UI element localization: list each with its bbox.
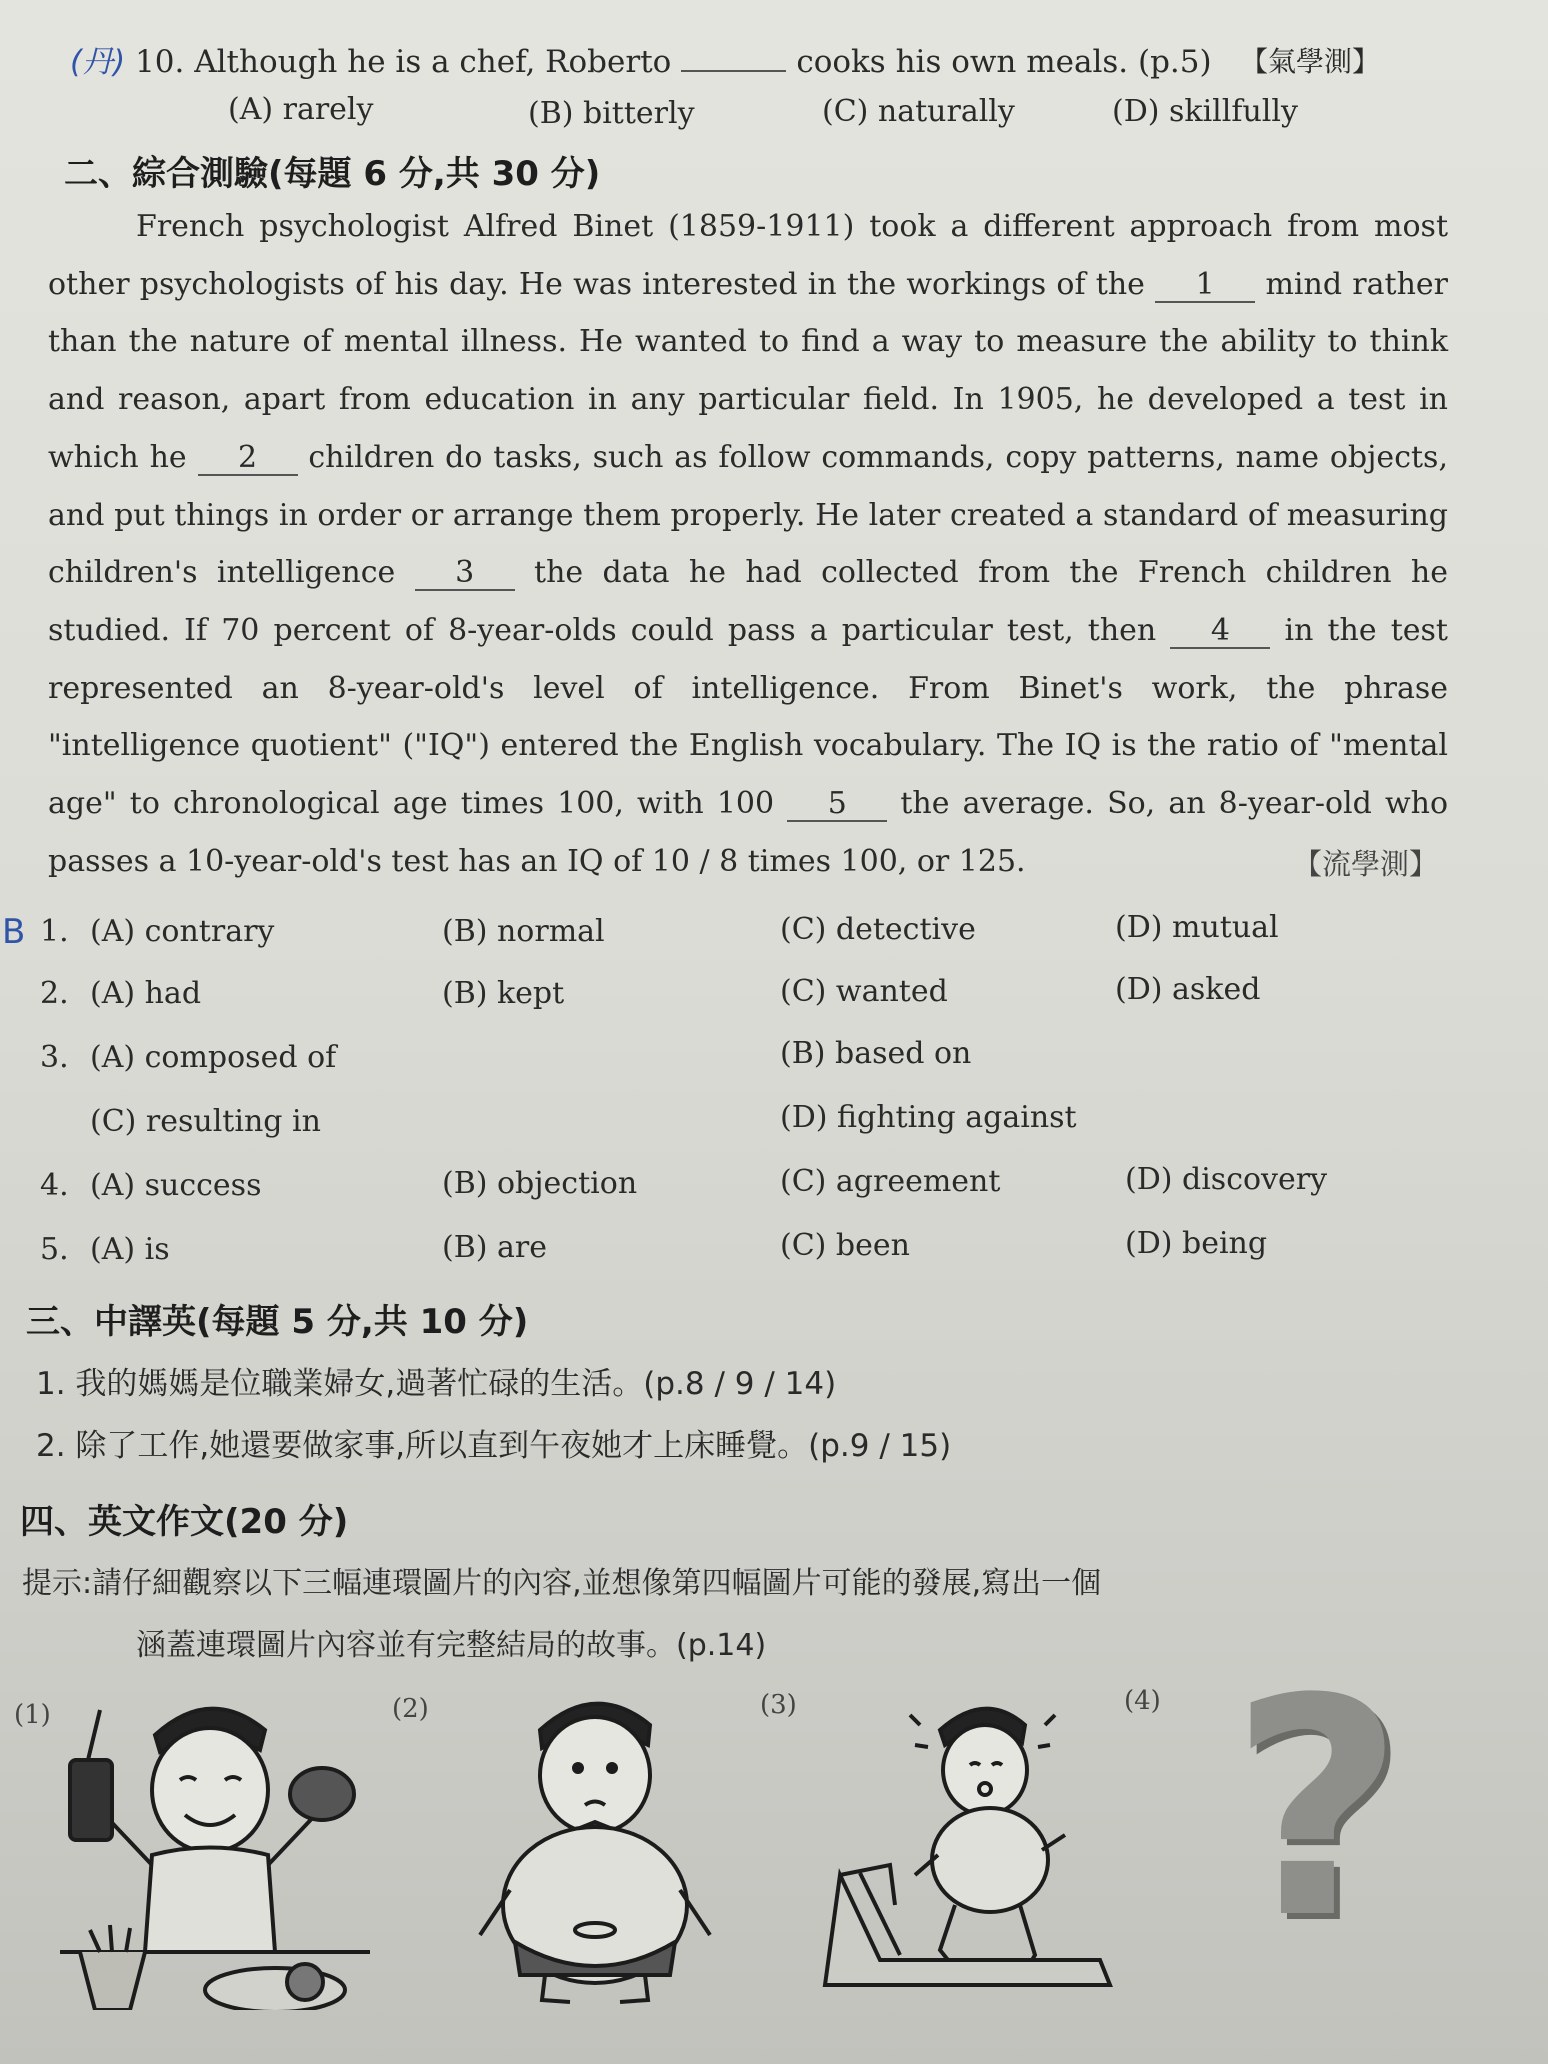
option-number: 2. [40, 976, 69, 1011]
cloze-passage [48, 198, 1448, 890]
picture-label: (4) [1124, 1686, 1161, 1716]
blank-4: 4 [1170, 614, 1270, 649]
handwritten-mark: B [2, 912, 26, 952]
question-10 [70, 36, 1212, 81]
option-c: (C) detective [780, 912, 976, 947]
overweight-boy-illustration [470, 1690, 720, 2010]
option-a: (A) rarely [228, 92, 374, 127]
translation-item-1: 1. 我的媽媽是位職業婦女,過著忙碌的生活。(p.8 / 9 / 14) [36, 1366, 837, 1402]
option-a: (A) had [90, 976, 202, 1011]
option-c: (C) wanted [780, 974, 948, 1009]
section-2-title: 二、綜合測驗(每題 6 分,共 30 分) [64, 154, 601, 194]
option-b: (B) based on [780, 1036, 972, 1071]
question-stem-start: Although he is a chef, Roberto [194, 44, 672, 80]
option-number: 3. [40, 1040, 69, 1075]
option-d: (D) skillfully [1112, 94, 1298, 129]
option-d: (D) discovery [1125, 1162, 1328, 1197]
blank-2: 2 [198, 441, 298, 476]
option-b: (B) normal [442, 914, 605, 949]
option-number: 1. [40, 914, 69, 949]
prompt-text: 提示:請仔細觀察以下三幅連環圖片的內容,並想像第四幅圖片可能的發展,寫出一個 [22, 1566, 1102, 1601]
option-number: 5. [40, 1232, 69, 1267]
option-d: (D) being [1125, 1226, 1268, 1261]
option-b: (B) objection [442, 1166, 638, 1201]
option-b: (B) kept [442, 976, 565, 1011]
answer-blank [681, 70, 786, 72]
translation-item-2: 2. 除了工作,她還要做家事,所以直到午夜她才上床睡覺。(p.9 / 15) [36, 1428, 952, 1464]
option-a: (A) success [90, 1168, 262, 1203]
passage-text: in the test represented an 8-year-old's level of intelligence. From Binet's work, the phrase "intelligence quotient" ("IQ") entered the English vocabulary. The IQ is the ratio of "mental age" to chronological age times 100, with 100 [48, 612, 1448, 822]
picture-label: (2) [392, 1694, 429, 1724]
boy-eating-illustration [60, 1690, 380, 2010]
option-b: (B) are [442, 1230, 547, 1265]
blank-5: 5 [787, 787, 887, 822]
option-c: (C) agreement [780, 1164, 1001, 1199]
passage-text: the data he had collected from the French children he studied. If 70 percent of 8-year-olds could pass a particular test, then [48, 555, 1448, 648]
source-tag: 【流學測】 [1292, 847, 1438, 881]
passage-text: children do tasks, such as follow commands, copy patterns, name objects, and put things in order or arrange them properly. He later created a standard of measuring children's intelligence [48, 439, 1448, 591]
option-c: (C) naturally [822, 94, 1015, 129]
option-a: (A) contrary [90, 914, 275, 949]
section-3-title: 三、中譯英(每題 5 分,共 10 分) [26, 1302, 529, 1342]
handwritten-mark: (丹) [70, 44, 126, 80]
option-number: 4. [40, 1168, 69, 1203]
picture-label: (1) [14, 1700, 51, 1730]
section-4-title: 四、英文作文(20 分) [20, 1502, 349, 1542]
question-number: 10. [135, 44, 185, 80]
prompt-text: 涵蓋連環圖片內容並有完整結局的故事。(p.14) [136, 1628, 767, 1663]
source-tag: 【氣學測】 [1240, 45, 1381, 78]
treadmill-illustration [820, 1685, 1120, 2015]
passage-text: mind rather than the nature of mental illness. He wanted to find a way to measure the ability to think and reason, apart from education in any particular field. In 1905, he developed a test in which he [48, 266, 1448, 475]
option-a: (A) composed of [90, 1040, 337, 1075]
question-stem-end: cooks his own meals. (p.5) [796, 44, 1212, 80]
blank-3: 3 [415, 556, 515, 591]
passage-text: the average. So, an 8-year-old who passes a 10-year-old's test has an IQ of 10 / 8 times 100, or 125. [48, 786, 1449, 879]
option-c: (C) been [780, 1228, 910, 1263]
passage-text: French psychologist Alfred Binet (1859-1911) took a different approach from most other psychologists of his day. He was interested in the workings of the [48, 209, 1448, 302]
option-d: (D) asked [1115, 972, 1261, 1007]
option-b: (B) bitterly [528, 96, 695, 131]
option-c: (C) resulting in [90, 1104, 321, 1139]
blank-1: 1 [1155, 268, 1255, 303]
option-a: (A) is [90, 1232, 170, 1267]
option-d: (D) mutual [1115, 910, 1279, 945]
picture-label: (3) [760, 1690, 797, 1720]
question-mark-illustration: ? [1230, 1635, 1405, 1984]
option-d: (D) fighting against [780, 1100, 1077, 1135]
